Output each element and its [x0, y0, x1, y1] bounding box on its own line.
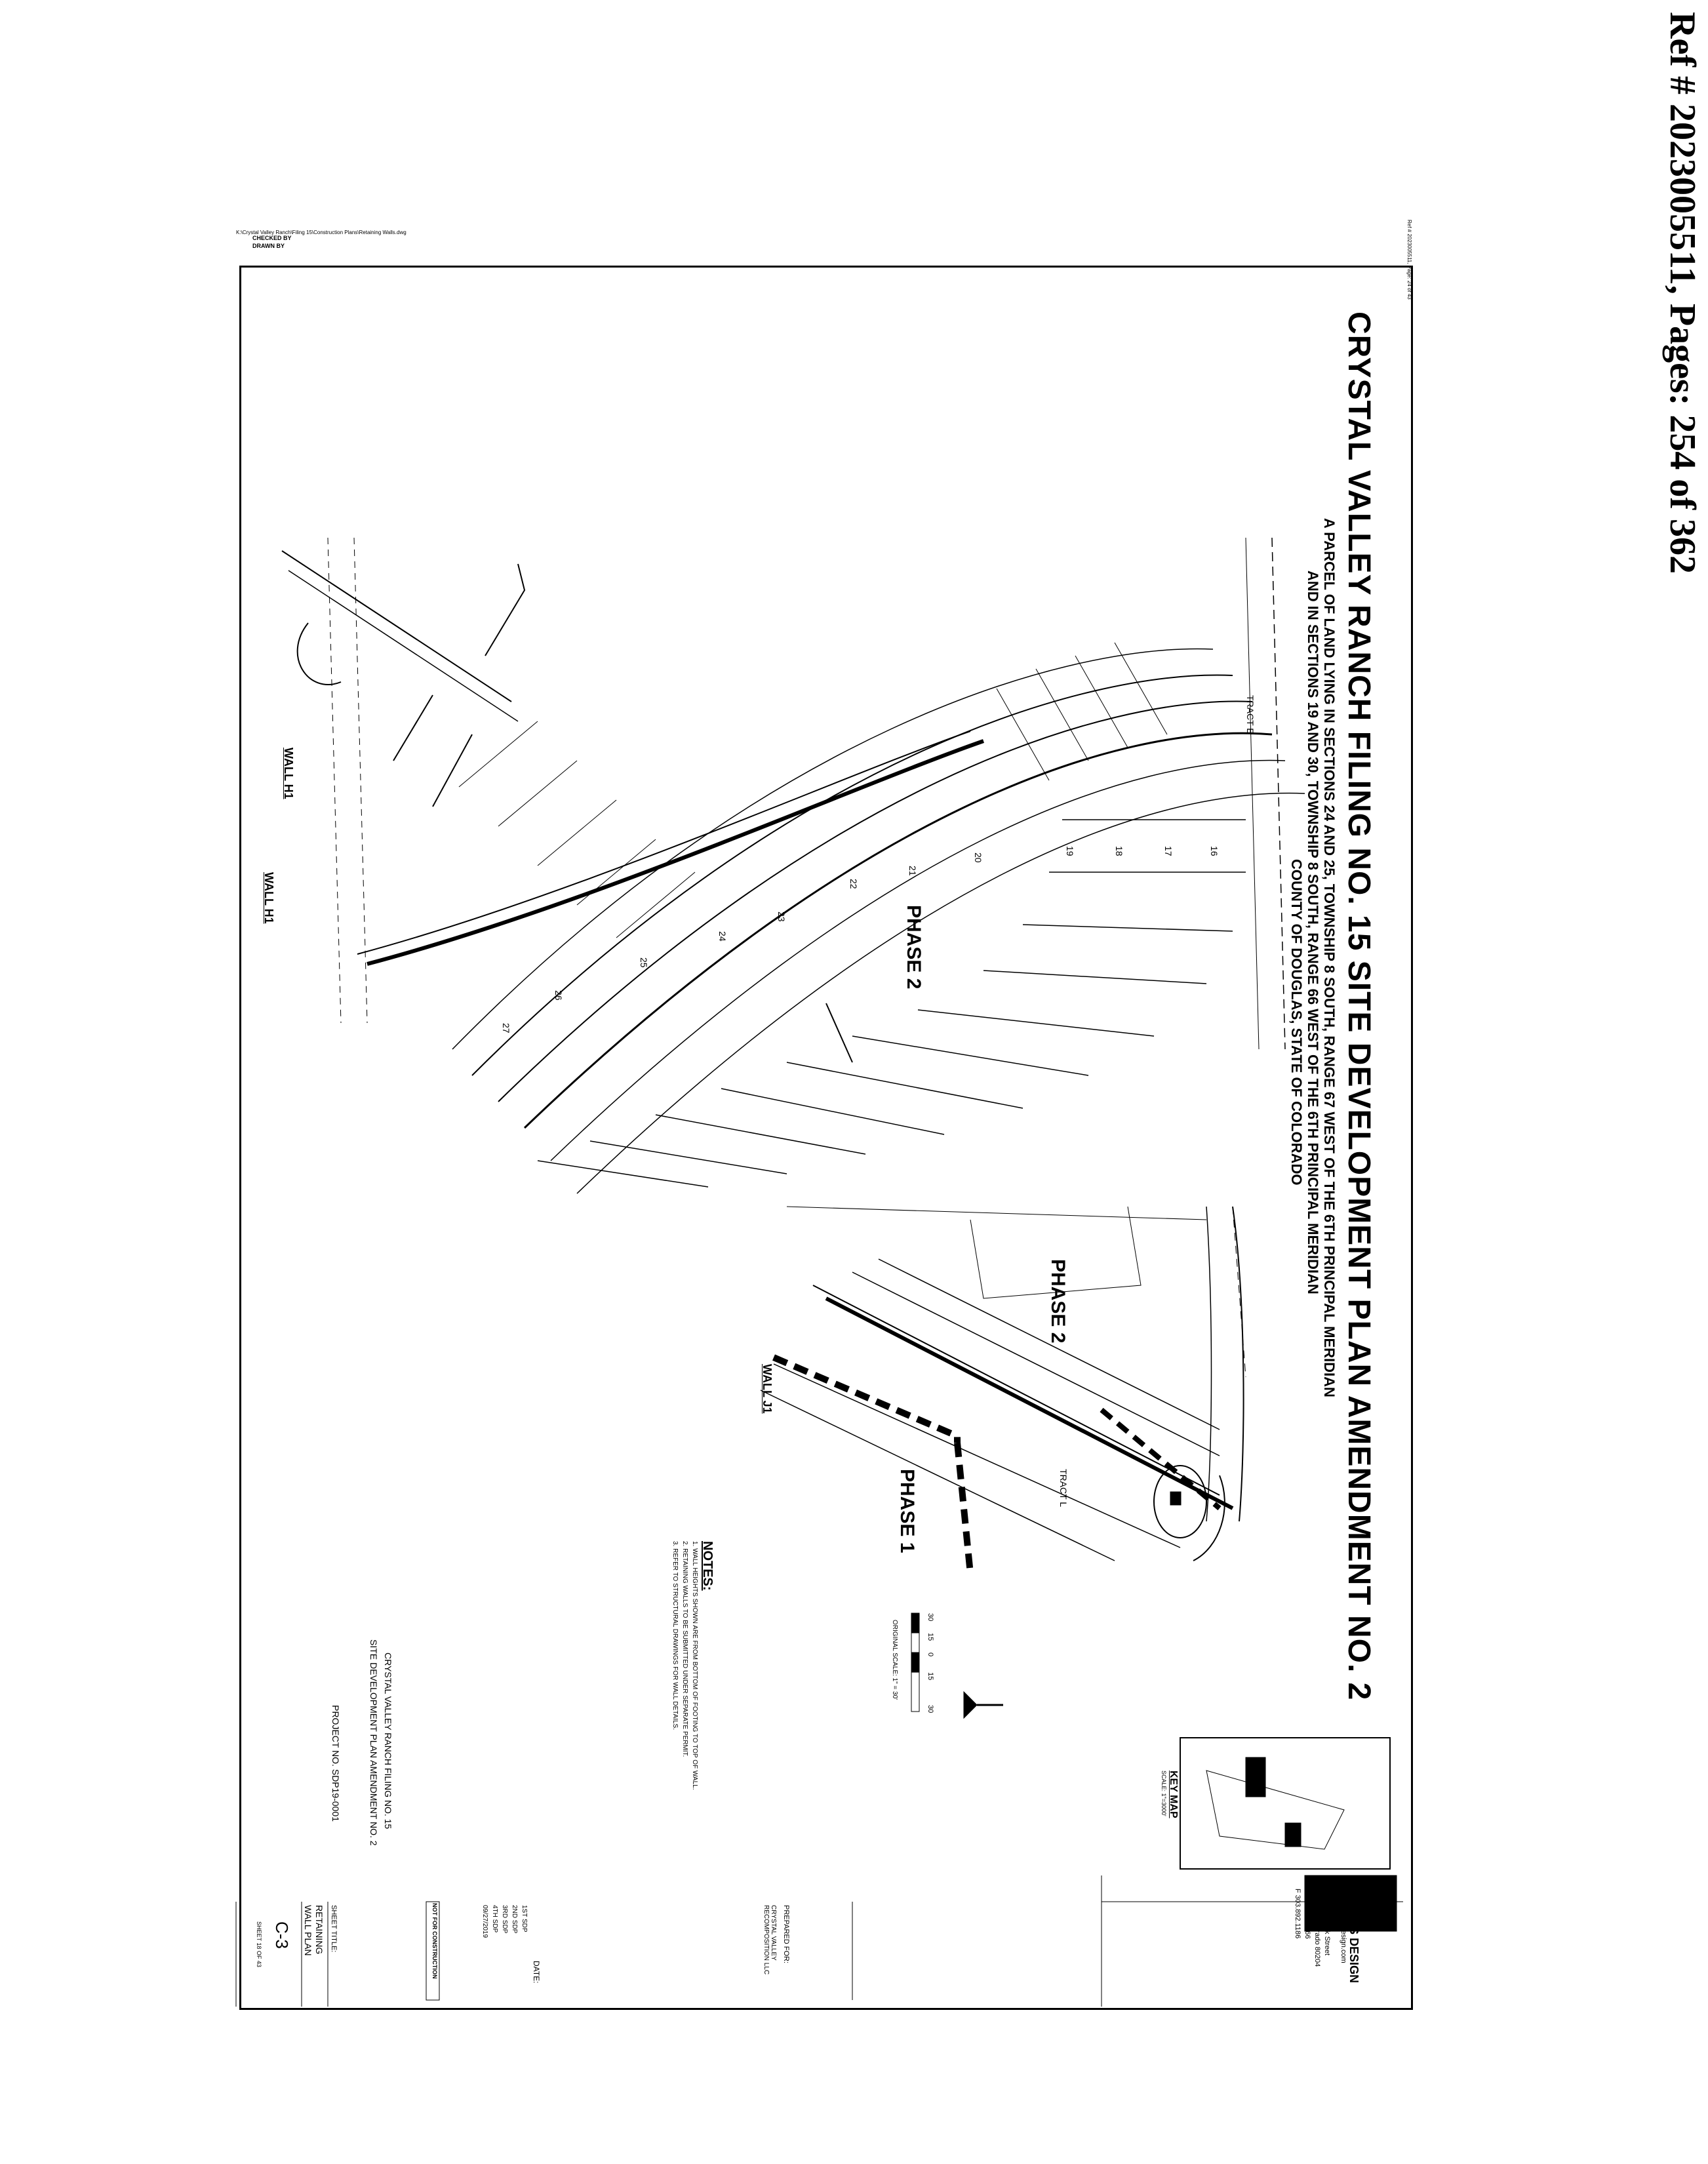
- wall-j1-label: WALL J1: [761, 1364, 774, 1414]
- scale-tick: 0: [926, 1653, 934, 1657]
- lot-number: 23: [776, 912, 787, 922]
- title-legal-line1: A PARCEL OF LAND LYING IN SECTIONS 24 AND 25, TOWNSHIP 8 SOUTH, RANGE 67 WEST OF THE 6TH PRINCIPAL MERIDIAN: [1321, 518, 1338, 1397]
- phase1-label: PHASE 1: [896, 1469, 918, 1553]
- firm-web: www.norris-design.com: [1340, 1889, 1347, 1963]
- not-for-construction: NOT FOR CONSTRUCTION: [431, 1903, 438, 1979]
- revision-item: 3RD SDP: [501, 1905, 508, 1934]
- revision-item: 2ND SDP: [511, 1905, 518, 1934]
- revisions-heading: DATE:: [532, 1961, 541, 1984]
- title-legal-line3: COUNTY OF DOUGLAS, STATE OF COLORADO: [1288, 859, 1305, 1186]
- project-number: PROJECT NO. SDP19-0001: [330, 1705, 341, 1822]
- prepared-for-label: PREPARED FOR:: [782, 1905, 790, 1964]
- lot-number: 16: [1209, 846, 1220, 856]
- small-ref: Ref # 2023005511, Page: 24 of 43: [1406, 220, 1412, 300]
- title-legal-line2: AND IN SECTIONS 19 AND 30, TOWNSHIP 8 SOUTH, RANGE 66 WEST OF THE 6TH PRINCIPAL MERIDIAN: [1305, 571, 1321, 1294]
- firm-name: NORRIS DESIGN: [1347, 1889, 1360, 1984]
- note-item: 3. REFER TO STRUCTURAL DRAWINGS FOR WALL DETAILS.: [671, 1541, 679, 1731]
- note-item: 2. RETAINING WALLS TO BE SUBMITTED UNDER SEPARATE PERMIT.: [681, 1541, 688, 1757]
- firm-address2: Denver, Colorado 80204: [1313, 1889, 1321, 1967]
- notes-heading: NOTES:: [700, 1541, 715, 1591]
- sheet-title-line1: RETAINING: [314, 1905, 325, 1955]
- project-line2: SITE DEVELOPMENT PLAN AMENDMENT NO. 2: [368, 1639, 379, 1846]
- sheet-of: SHEET 18 OF 43: [256, 1921, 262, 1967]
- drawn-by-label: DRAWN BY: [252, 243, 285, 249]
- lot-number: 17: [1163, 846, 1174, 856]
- wall-h1-label-b: WALL H1: [262, 872, 275, 924]
- lot-number: 18: [1114, 846, 1124, 856]
- firm-phone: P 303.892.1166: [1303, 1889, 1311, 1939]
- sheet-title-line2: WALL PLAN: [303, 1905, 313, 1956]
- revision-item: 09/27/2019: [481, 1905, 488, 1938]
- lot-number: 20: [973, 852, 983, 863]
- lot-number: 27: [501, 1023, 511, 1033]
- prepared-for-name: CRYSTAL VALLEY RECOMPOSITION LLC: [763, 1905, 777, 1975]
- lot-number: 26: [553, 990, 564, 1001]
- sheet-main-title: CRYSTAL VALLEY RANCH FILING NO. 15 SITE DEVELOPMENT PLAN AMENDMENT NO. 2: [1341, 311, 1376, 1701]
- lot-number: 22: [848, 879, 859, 889]
- sheet-number: C-3: [272, 1921, 292, 1949]
- phase2-label-lower: PHASE 2: [1047, 1259, 1069, 1344]
- checked-by-label: CHECKED BY: [252, 235, 292, 241]
- key-map-label: KEY MAP: [1168, 1771, 1179, 1818]
- file-path-line: K:\Crystal Valley Ranch\Filing 15\Construction Plans\Retaining Walls.dwg: [236, 230, 407, 235]
- scale-tick: 15: [926, 1633, 934, 1641]
- firm-address1: 1101 Bannock Street: [1323, 1889, 1331, 1955]
- revision-item: 4TH SDP: [491, 1905, 498, 1933]
- lot-number: 24: [717, 931, 728, 942]
- north-arrow-icon: [961, 1689, 1006, 1721]
- lot-number: 25: [639, 957, 649, 968]
- scale-tick: 30: [926, 1705, 934, 1713]
- sheet-title-label: SHEET TITLE:: [330, 1905, 338, 1953]
- ref-header: Ref # 2023005511, Pages: 254 of 362: [1662, 12, 1703, 574]
- lot-number: 21: [907, 866, 918, 876]
- scale-tick: 15: [926, 1672, 934, 1681]
- firm-fax: F 303.892.1186: [1294, 1889, 1301, 1939]
- scale-tick: 30: [926, 1613, 934, 1622]
- tract-l-label: TRACT L: [1058, 1469, 1069, 1508]
- revision-item: 1ST SDP: [521, 1905, 528, 1933]
- tract-e-label: TRACT E: [1245, 695, 1256, 734]
- wall-h1-label-a: WALL H1: [282, 748, 295, 799]
- lot-number: 19: [1065, 846, 1075, 856]
- project-line1: CRYSTAL VALLEY RANCH FILING NO. 15: [383, 1653, 393, 1830]
- phase2-label-upper: PHASE 2: [903, 905, 924, 990]
- scale-label: ORIGINAL SCALE: 1" = 30': [891, 1620, 898, 1700]
- key-map-scale: SCALE: 1"=3000': [1161, 1771, 1167, 1816]
- note-item: 1. WALL HEIGHTS SHOWN ARE FROM BOTTOM OF FOOTING TO TOP OF WALL.: [691, 1541, 698, 1790]
